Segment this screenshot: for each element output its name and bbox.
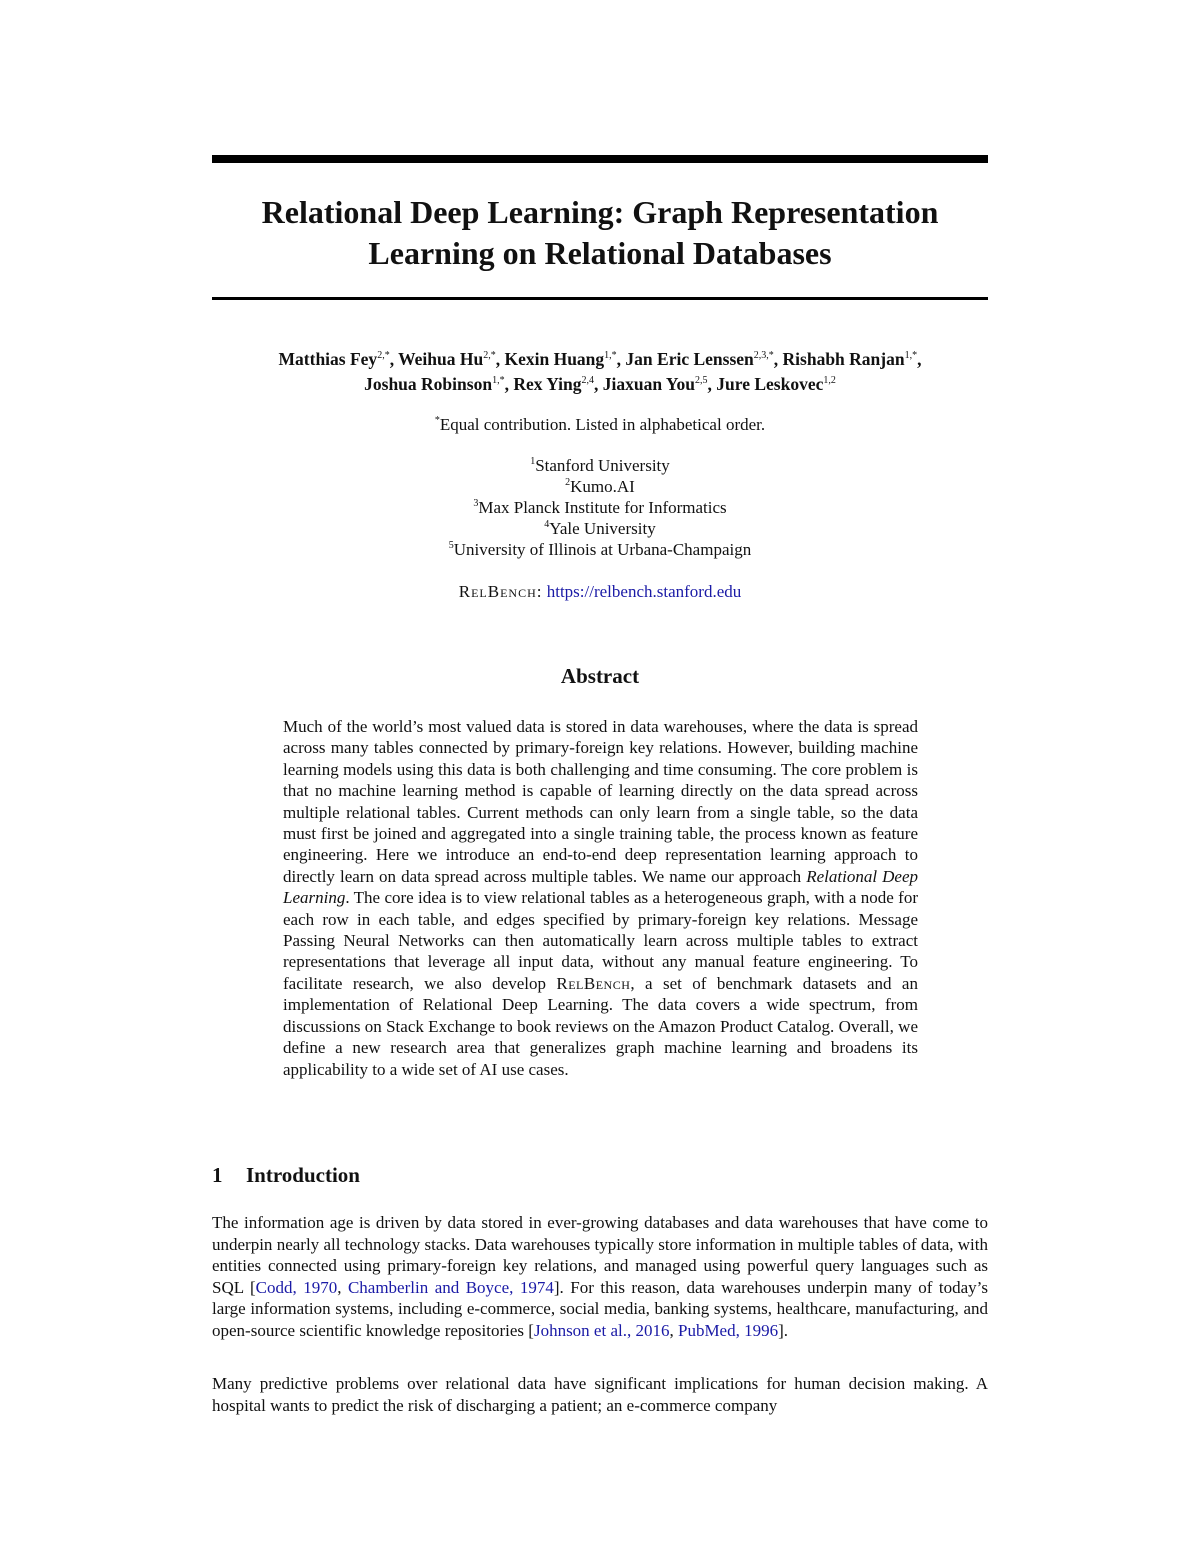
citation-author: PubMed	[677, 1320, 736, 1340]
author-marks: 1,*	[492, 375, 505, 386]
section-number: 1	[212, 1163, 223, 1187]
abstract-emphasis: Relational Deep Learning	[283, 866, 918, 908]
affiliation-mark: 1	[530, 456, 536, 467]
affiliation	[212, 518, 988, 539]
affiliation-mark: 5	[448, 540, 454, 551]
author-marks: 2,4	[581, 375, 595, 386]
affiliation	[212, 539, 988, 560]
relbench-url-link[interactable]: https://relbench.stanford.edu	[546, 582, 742, 601]
citation-author: Johnson et al.	[533, 1320, 627, 1340]
intro-paragraph-1: The information age is driven by data stored in ever-growing databases and data warehouses that have come to underpin nearly all technology stacks. Data warehouses typically store information in multiple tables of data, with entities connected using primary-foreign key relations, and managed using powerful query languages such as SQL [Codd, 1970, Chamberlin and Boyce, 1974]. For this reason, data warehouses underpin many of today’s large information systems, including e-commerce, social media, banking systems, healthcare, manufacturing, and open-source scientific knowledge repositories [Johnson et al., 2016, PubMed, 1996].	[212, 1213, 989, 1340]
affiliation-text: Kumo.AI	[570, 477, 635, 496]
author-name: Matthias Fey	[278, 349, 378, 369]
paper-title	[212, 192, 988, 274]
abstract-body	[283, 716, 918, 1080]
citation-author: Chamberlin and Boyce	[347, 1277, 510, 1297]
author-name: Joshua Robinson	[364, 374, 493, 394]
affiliation-text: Stanford University	[535, 456, 670, 475]
introduction-heading	[212, 1163, 360, 1188]
author-name: Jure Leskovec	[716, 374, 824, 394]
relbench-label: RelBench:	[458, 582, 543, 601]
author-name: Jiaxuan You	[602, 374, 696, 394]
author-marks: 1,*	[604, 350, 617, 361]
paragraph-text: ].	[778, 1320, 789, 1340]
affiliation-text: Max Planck Institute for Informatics	[478, 498, 727, 517]
author-name: Rex Ying	[513, 374, 582, 394]
intro-paragraph-2: Many predictive problems over relational data have significant implications for human decision making. A hospital wants to predict the risk of discharging a patient; an e-commerce company	[212, 1374, 988, 1415]
citation-link-chamberlin[interactable]: Chamberlin and Boyce, 1974	[347, 1277, 554, 1297]
citation-year: 1970	[303, 1277, 338, 1297]
abstract-text-1: Much of the world’s most valued data is stored in data warehouses, where the data is spread across many tables connected by primary-foreign key relations. However, building machine learning models using this data is both challenging and time consuming. The core problem is that no machine learning method is capable of learning directly on the data spread across multiple relational tables. Current methods can only learn from a single table, so the data must first be joined and aggregated into a single training table, the process known as feature engineering. Here we introduce an end-to-end deep representation learning approach to directly learn on data spread across multiple tables. We name our approach	[283, 717, 918, 886]
affiliation	[212, 497, 988, 518]
citation-year: 1996	[744, 1320, 779, 1340]
abstract-heading: Abstract	[560, 664, 640, 688]
author-line-1: Matthias Fey$^{2,*}$, Weihua $Hu^{2,*}$, Kexin Huang$^{1,*}$, Jan Eric Lenssen$^{2,3,*}$, Rishabh Ranjan$^{1,*}$,	[278, 349, 922, 369]
citation-year: 2016	[635, 1320, 670, 1340]
author-marks: 2,*	[377, 350, 390, 361]
affiliation-mark: 4	[544, 519, 550, 530]
title-bottom-rule	[212, 297, 988, 300]
relbench-line	[212, 581, 988, 602]
citation-link-codd[interactable]: Codd, 1970	[255, 1277, 338, 1297]
abstract-text-3: , a set of benchmark datasets and an implementation of Relational Deep Learning. The data covers a wide spectrum, from discussions on Stack Exchange to book reviews on the Amazon Product Catalog. Overall, we define a new research area that generalizes graph machine learning and broadens its applicability to a wide set of AI use cases.	[283, 973, 918, 1079]
title-top-rule	[212, 155, 988, 163]
affiliation-text: Yale University	[549, 519, 656, 538]
affiliation	[212, 476, 988, 497]
citation-link-pubmed[interactable]: PubMed, 1996	[677, 1320, 779, 1340]
author-marks: 2,5	[695, 375, 708, 386]
citation-year: 1974	[519, 1277, 554, 1297]
title-line-2: Learning on Relational Databases	[368, 235, 832, 271]
abstract-text-2: . The core idea is to view relational tables as a heterogeneous graph, with a node for each row in each table, and edges specified by primary-foreign key relations. Message Passing Neural Networks can then automatically learn across multiple tables to extract representations that leverage all input data, without any manual feature engineering. To facilitate research, we also develop	[283, 888, 918, 993]
author-name: Jan Eric Lenssen	[625, 349, 754, 369]
author-line-2: Joshua Robinson$^{1,*}$, Rex Ying$^{2,4}$, Jiaxuan You$^{2,5}$, Jure Leskovec$^{1,2}$	[364, 374, 836, 394]
equal-contribution-note	[212, 414, 988, 435]
equal-contribution-mark: *	[434, 415, 440, 426]
affiliation-list	[212, 455, 988, 560]
title-line-1: Relational Deep Learning: Graph Representation	[261, 194, 939, 230]
affiliation	[212, 455, 988, 476]
author-list	[212, 347, 988, 397]
author-name: Kexin Huang	[504, 349, 605, 369]
author-marks: 2,3,*	[753, 350, 774, 361]
author-name: Rishabh Ranjan	[782, 349, 905, 369]
affiliation-text: University of Illinois at Urbana-Champaign	[453, 540, 752, 559]
citation-link-johnson[interactable]: Johnson et al., 2016	[533, 1320, 670, 1340]
author-marks: 2,*	[483, 350, 496, 361]
section-title: Introduction	[246, 1163, 360, 1187]
affiliation-mark: 3	[473, 498, 479, 509]
author-marks: 1,2	[823, 375, 836, 386]
paragraph-text: The information age is driven by data stored in ever-growing databases and data warehouses that have come to underpin nearly all technology stacks. Data warehouses typically store information in multiple tables of data, with entities connected using primary-foreign key relations, and managed using powerful query languages such as SQL [	[212, 1213, 988, 1297]
equal-contribution-text: Equal contribution. Listed in alphabetical order.	[439, 415, 766, 434]
author-marks: 1,*	[904, 350, 918, 361]
affiliation-mark: 2	[565, 477, 571, 488]
author-name: Weihua Hu	[398, 349, 484, 369]
citation-author: Codd	[255, 1277, 293, 1297]
abstract-relbench-name: RelBench	[556, 973, 631, 993]
paragraph-text: ]. For this reason, data warehouses underpin many of today’s large information systems, including e-commerce, social media, banking systems, healthcare, manufacturing, and open-source scientific knowledge repositories [	[212, 1277, 989, 1340]
